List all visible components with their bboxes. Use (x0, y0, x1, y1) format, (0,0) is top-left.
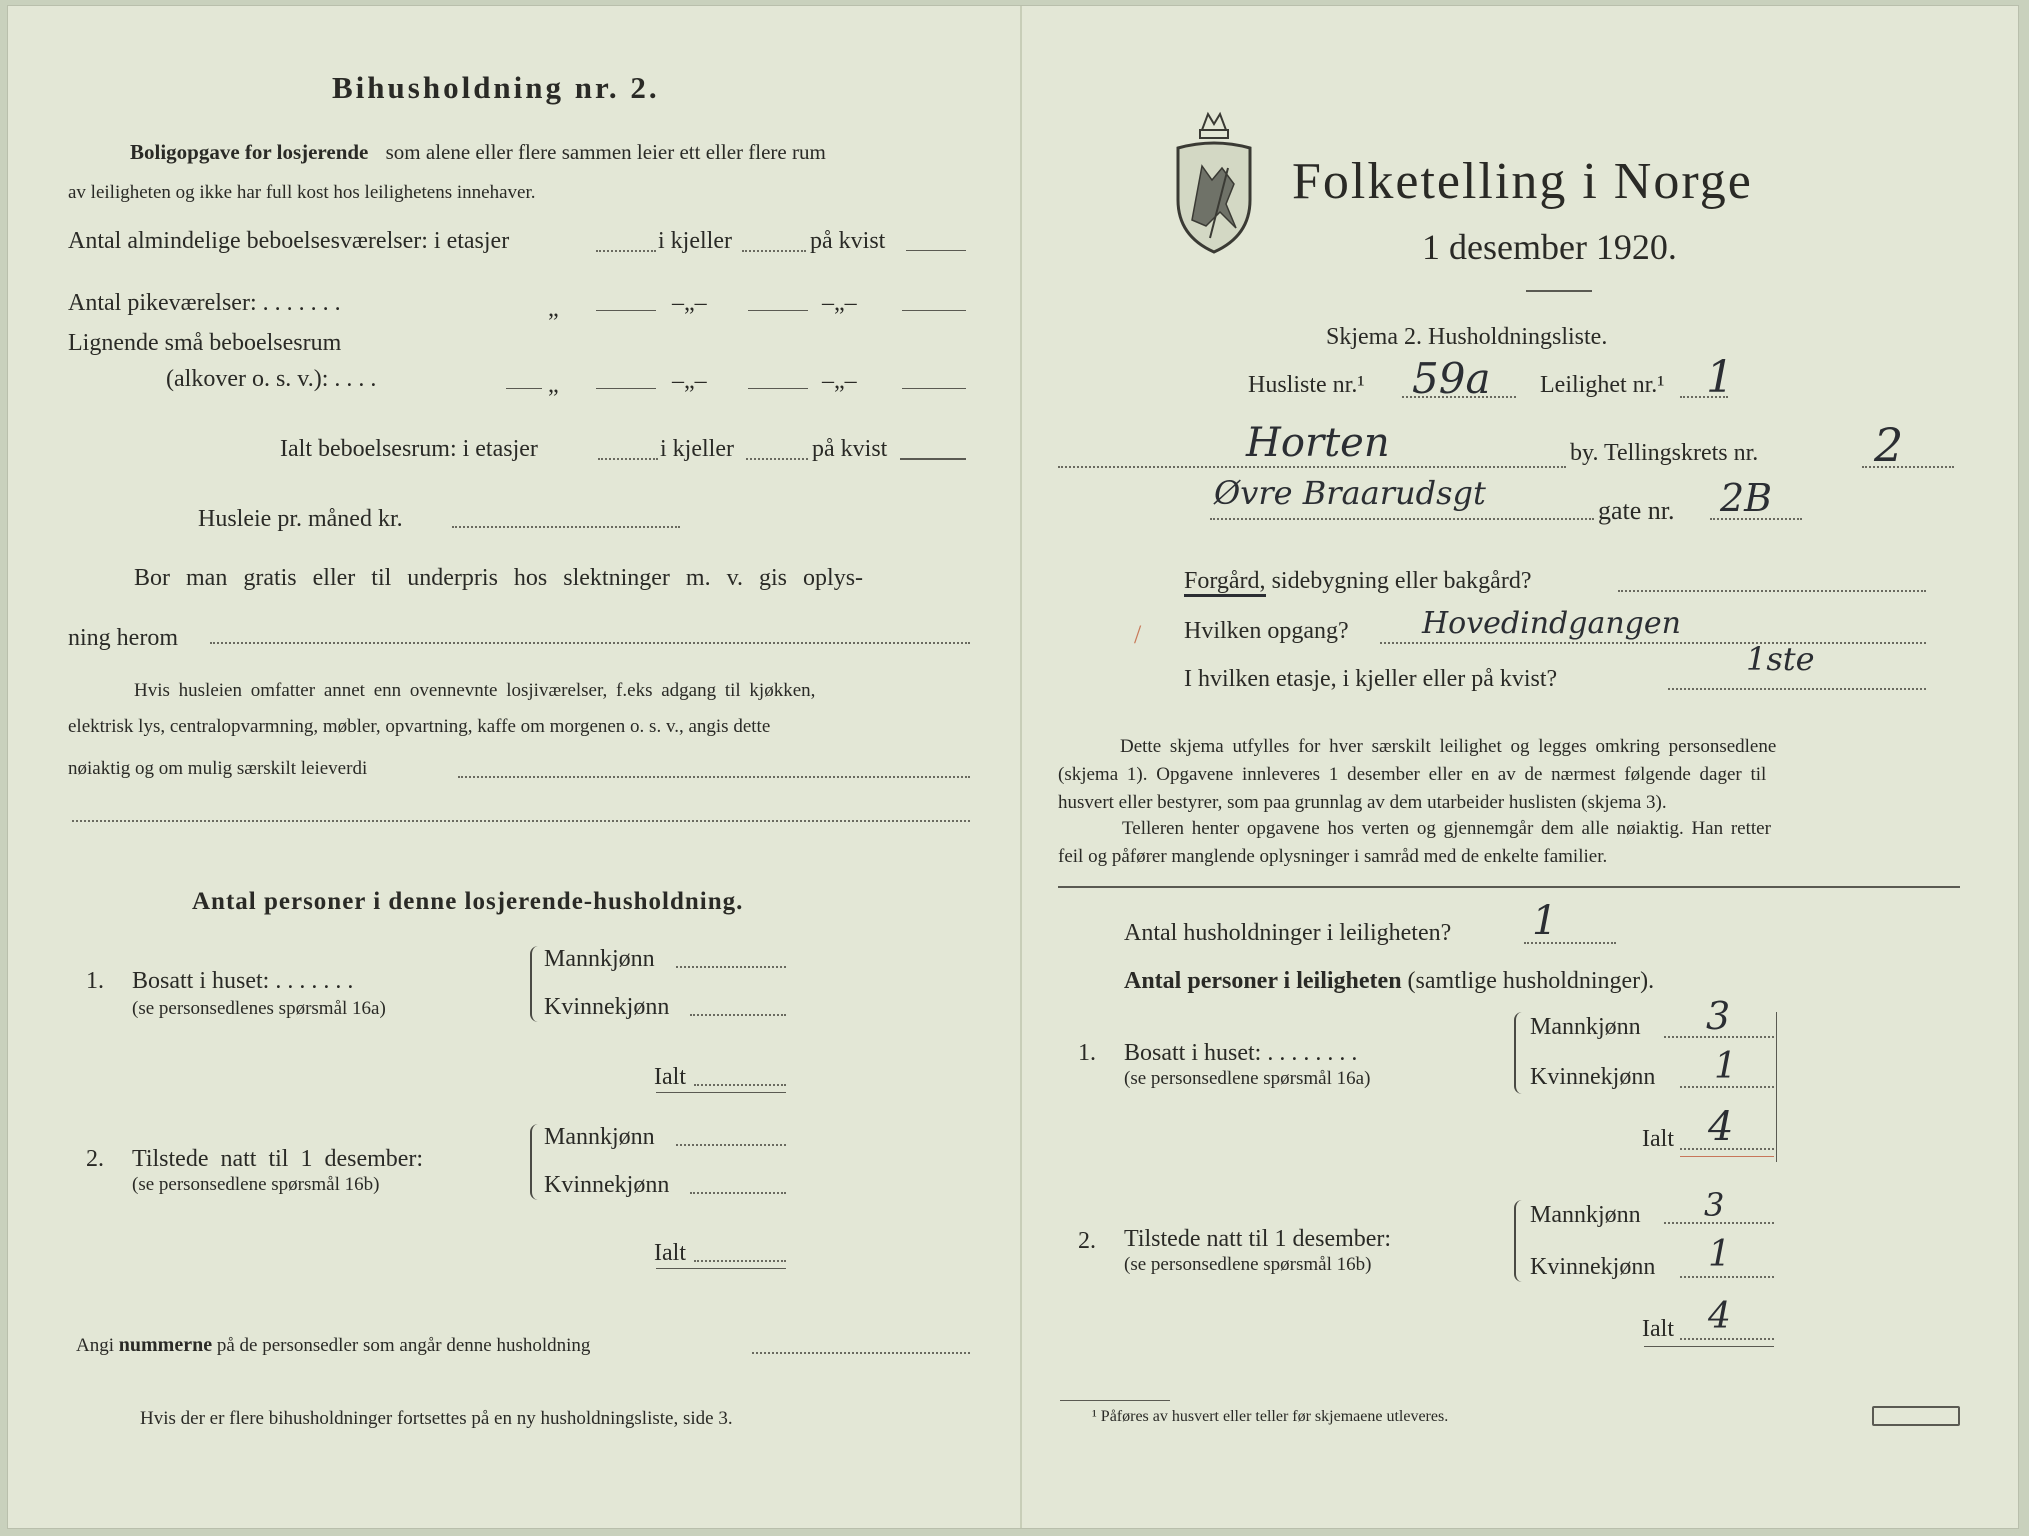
lign-kvist-line[interactable] (902, 388, 966, 389)
bor-line-1: Bor man gratis eller til underpris hos slektninger m. v. gis oplys- (134, 565, 864, 591)
left-item1-kvinne: Kvinnekjønn (544, 994, 670, 1020)
title-divider (1526, 290, 1592, 292)
by-dotline[interactable] (1058, 466, 1566, 468)
right-item1-label: Bosatt i huset: . . . . . . . . (1124, 1040, 1358, 1066)
dash-mark: –„– (822, 368, 857, 394)
right-item2-ialt-value: 4 (1708, 1296, 1731, 1337)
left-item2-ialt-dots[interactable] (694, 1260, 786, 1262)
dash-mark: –„– (822, 290, 857, 316)
left-item2-kvinne: Kvinnekjønn (544, 1172, 670, 1198)
left-item1-ialt-dots[interactable] (694, 1084, 786, 1086)
left-item2-ialt-underline (656, 1268, 786, 1269)
antal-pers-bold: Antal personer i leiligheten (1124, 968, 1402, 994)
gate-nr-value: 2B (1720, 476, 1773, 520)
husliste-label: Husliste nr.¹ (1248, 372, 1365, 398)
by-value: Horten (1246, 420, 1390, 466)
right-item1-mann: Mannkjønn (1530, 1014, 1641, 1040)
gate-dotline[interactable] (1210, 518, 1594, 520)
left-item2-mann: Mannkjønn (544, 1124, 655, 1150)
ialt-etasjer-dotline[interactable] (598, 458, 658, 460)
opgang-dotline[interactable] (1380, 642, 1926, 644)
right-item1-kvinne-value: 1 (1714, 1046, 1737, 1087)
right-item1-ialt-dots[interactable] (1680, 1148, 1774, 1150)
antal-pers-line (1124, 968, 1654, 995)
left-item2-num: 2. (86, 1146, 104, 1172)
husleie-label: Husleie pr. måned kr. (198, 506, 403, 532)
left-item1-label: Bosatt i huset: . . . . . . . (132, 968, 354, 994)
lign-etasjer-line[interactable] (596, 388, 656, 389)
husleie-dotline[interactable] (452, 526, 680, 528)
kvist-label: på kvist (810, 228, 886, 254)
left-item2-kvinne-dots[interactable] (690, 1192, 786, 1194)
hvis-line-1: Hvis husleien omfatter annet enn ovennevnte losjiværelser, f.eks adgang til kjøkken, (134, 680, 816, 701)
ialt-kjeller-dotline[interactable] (746, 458, 808, 460)
left-item2-ialt: Ialt (654, 1240, 686, 1266)
ditto-mark-2: „ (548, 372, 559, 398)
right-item2-label: Tilstede natt til 1 desember: (1124, 1226, 1392, 1252)
intro-line-2: av leiligheten og ikke har full kost hos leilighetens innehaver. (68, 182, 536, 203)
gate-label: gate nr. (1598, 496, 1675, 525)
right-footnote: ¹ Påføres av husvert eller teller før skjemaene utleveres. (1092, 1408, 1449, 1425)
ialt-kvist-label: på kvist (812, 436, 888, 462)
right-item2-ialt-dots[interactable] (1680, 1338, 1774, 1340)
bor-dotline[interactable] (210, 642, 970, 644)
intro-line-1 (130, 140, 826, 165)
angi-post: på de personsedler som angår denne husholdning (216, 1335, 591, 1356)
row-pike: Antal pikeværelser: . . . . . . . (68, 290, 341, 316)
dette-line-1: Dette skjema utfylles for hver særskilt leilighet og legges omkring personsedlene (1120, 736, 1777, 757)
angi-bold: nummerne (118, 1334, 213, 1356)
left-item1-num: 1. (86, 968, 104, 994)
antal-pers-rest: (samtlige husholdninger). (1407, 968, 1655, 994)
right-item1-kvinne: Kvinnekjønn (1530, 1064, 1656, 1090)
right-item1-ialt: Ialt (1642, 1126, 1674, 1152)
lign-pre-line (506, 388, 542, 389)
gate-value: Øvre Braarudsgt (1214, 474, 1486, 512)
red-mark: / (1134, 620, 1142, 649)
left-item1-ialt: Ialt (654, 1064, 686, 1090)
right-item2-brace (1514, 1200, 1526, 1282)
etasje-dotline[interactable] (1668, 688, 1926, 690)
hvis-dotline-2[interactable] (72, 820, 970, 822)
dash-mark: –„– (672, 368, 707, 394)
ialt-rooms-label: Ialt beboelsesrum: i etasjer (280, 436, 538, 462)
right-item2-ialt-underline (1644, 1346, 1774, 1347)
forgard-dotline[interactable] (1618, 590, 1926, 592)
left-footer: Hvis der er flere bihusholdninger fortsettes på en ny husholdningsliste, side 3. (140, 1408, 733, 1429)
etasjer-dotline[interactable] (596, 250, 656, 252)
antal-hush-value: 1 (1532, 898, 1558, 944)
opgang-value: Hovedindgangen (1422, 606, 1681, 641)
left-item2-mann-dots[interactable] (676, 1144, 786, 1146)
ialt-kvist-line[interactable] (900, 458, 966, 460)
lign-kjeller-line[interactable] (748, 388, 808, 389)
left-item2-brace (530, 1124, 542, 1200)
pike-kjeller-line[interactable] (748, 310, 808, 311)
angi-pre: Angi (76, 1335, 114, 1356)
right-item2-mann-dots[interactable] (1664, 1222, 1774, 1224)
dash-mark: –„– (672, 290, 707, 316)
by-label: by. Tellingskrets nr. (1570, 440, 1759, 466)
etasje-label: I hvilken etasje, i kjeller eller på kvist? (1184, 666, 1558, 692)
right-item2-kvinne: Kvinnekjønn (1530, 1254, 1656, 1280)
left-item1-kvinne-dots[interactable] (690, 1014, 786, 1016)
leilighet-dotline[interactable] (1680, 396, 1728, 398)
kjeller-dotline[interactable] (742, 250, 806, 252)
antal-hush-label: Antal husholdninger i leiligheten? (1124, 920, 1452, 946)
gate-nr-dotline[interactable] (1710, 518, 1802, 520)
right-divider (1058, 886, 1960, 888)
ialt-kjeller-label: i kjeller (660, 436, 734, 462)
pike-kvist-line[interactable] (902, 310, 966, 311)
husliste-dotline[interactable] (1402, 396, 1516, 398)
norway-coat-of-arms-icon (1170, 108, 1258, 258)
dette-line-4: Telleren henter opgavene hos verten og gjennemgår dem alle nøiaktig. Han retter (1122, 818, 1771, 839)
forgard-underlined: Forgård, (1184, 568, 1266, 597)
right-item2-kvinne-value: 1 (1708, 1234, 1731, 1275)
leilighet-label: Leilighet nr.¹ (1540, 372, 1665, 398)
krets-value: 2 (1874, 418, 1904, 472)
right-item2-ialt: Ialt (1642, 1316, 1674, 1342)
left-item2-label: Tilstede natt til 1 desember: (132, 1146, 424, 1172)
left-title: Bihusholdning nr. 2. (332, 70, 660, 105)
intro-bold: Boligopgave for losjerende (130, 140, 369, 164)
right-item1-vline (1776, 1012, 1777, 1162)
kjeller-label: i kjeller (658, 228, 732, 254)
left-item2-sub: (se personsedlene spørsmål 16b) (132, 1174, 380, 1195)
kvist-line[interactable] (906, 250, 966, 251)
right-title: Folketelling i Norge (1292, 153, 1753, 210)
skjema-label: Skjema 2. Husholdningsliste. (1326, 324, 1608, 350)
right-item2-num: 2. (1078, 1228, 1096, 1254)
printer-stamp (1872, 1406, 1960, 1426)
left-item1-brace (530, 946, 542, 1022)
intro-rest-1: som alene eller flere sammen leier ett eller flere rum (385, 140, 826, 164)
right-item2-mann: Mannkjønn (1530, 1202, 1641, 1228)
right-item1-kvinne-dots[interactable] (1680, 1086, 1774, 1088)
row-antal-rooms: Antal almindelige beboelsesværelser: i etasjer (68, 228, 510, 254)
row-lignende-1: Lignende små beboelsesrum (68, 330, 342, 356)
dette-line-2: (skjema 1). Opgavene innleveres 1 desember eller en av de nærmest følgende dager til (1058, 764, 1767, 785)
bor-line-2: ning herom (68, 625, 178, 651)
left-item1-ialt-underline (656, 1092, 786, 1093)
angi-dotline[interactable] (752, 1352, 970, 1354)
left-item1-sub: (se personsedlenes spørsmål 16a) (132, 998, 386, 1019)
hvis-line-3: nøiaktig og om mulig særskilt leieverdi (68, 758, 368, 779)
footnote-rule (1060, 1400, 1170, 1401)
hvis-dotline-1[interactable] (458, 776, 970, 778)
ditto-mark-1: „ (548, 296, 559, 322)
dette-line-3: husvert eller bestyrer, som paa grunnlag av dem utarbeider huslisten (skjema 3). (1058, 792, 1667, 813)
forgard-line (1184, 568, 1531, 595)
pike-etasjer-line[interactable] (596, 310, 656, 311)
krets-dotline[interactable] (1862, 466, 1954, 468)
left-antal-heading: Antal personer i denne losjerende-husholdning. (192, 888, 744, 915)
right-item1-num: 1. (1078, 1040, 1096, 1066)
row-lignende-2: (alkover o. s. v.): . . . . (166, 366, 377, 392)
right-item1-mann-value: 3 (1706, 994, 1731, 1038)
right-item2-sub: (se personsedlene spørsmål 16b) (1124, 1254, 1372, 1275)
dette-line-5: feil og påfører manglende oplysninger i samråd med de enkelte familier. (1058, 846, 1608, 867)
right-item1-mann-dots[interactable] (1664, 1036, 1774, 1038)
husliste-value: 59a (1412, 354, 1491, 403)
angi-line (76, 1334, 590, 1357)
right-item2-kvinne-dots[interactable] (1680, 1276, 1774, 1278)
left-item1-mann: Mannkjønn (544, 946, 655, 972)
right-item1-brace (1514, 1012, 1526, 1094)
opgang-label: Hvilken opgang? (1184, 618, 1349, 644)
left-item1-mann-dots[interactable] (676, 966, 786, 968)
right-item1-red-underline (1680, 1156, 1774, 1157)
right-date: 1 desember 1920. (1422, 227, 1677, 267)
hvis-line-2: elektrisk lys, centralopvarmning, møbler, opvartning, kaffe om morgenen o. s. v., angis dette (68, 716, 771, 737)
etasje-value: 1ste (1746, 640, 1815, 678)
antal-hush-dotline[interactable] (1524, 942, 1616, 944)
leilighet-value: 1 (1706, 352, 1734, 403)
right-item1-ialt-value: 4 (1708, 1104, 1734, 1150)
right-item2-mann-value: 3 (1704, 1186, 1725, 1224)
forgard-rest: sidebygning eller bakgård? (1271, 568, 1532, 594)
page-fold (1020, 6, 1022, 1528)
right-item1-sub: (se personsedlene spørsmål 16a) (1124, 1068, 1371, 1089)
